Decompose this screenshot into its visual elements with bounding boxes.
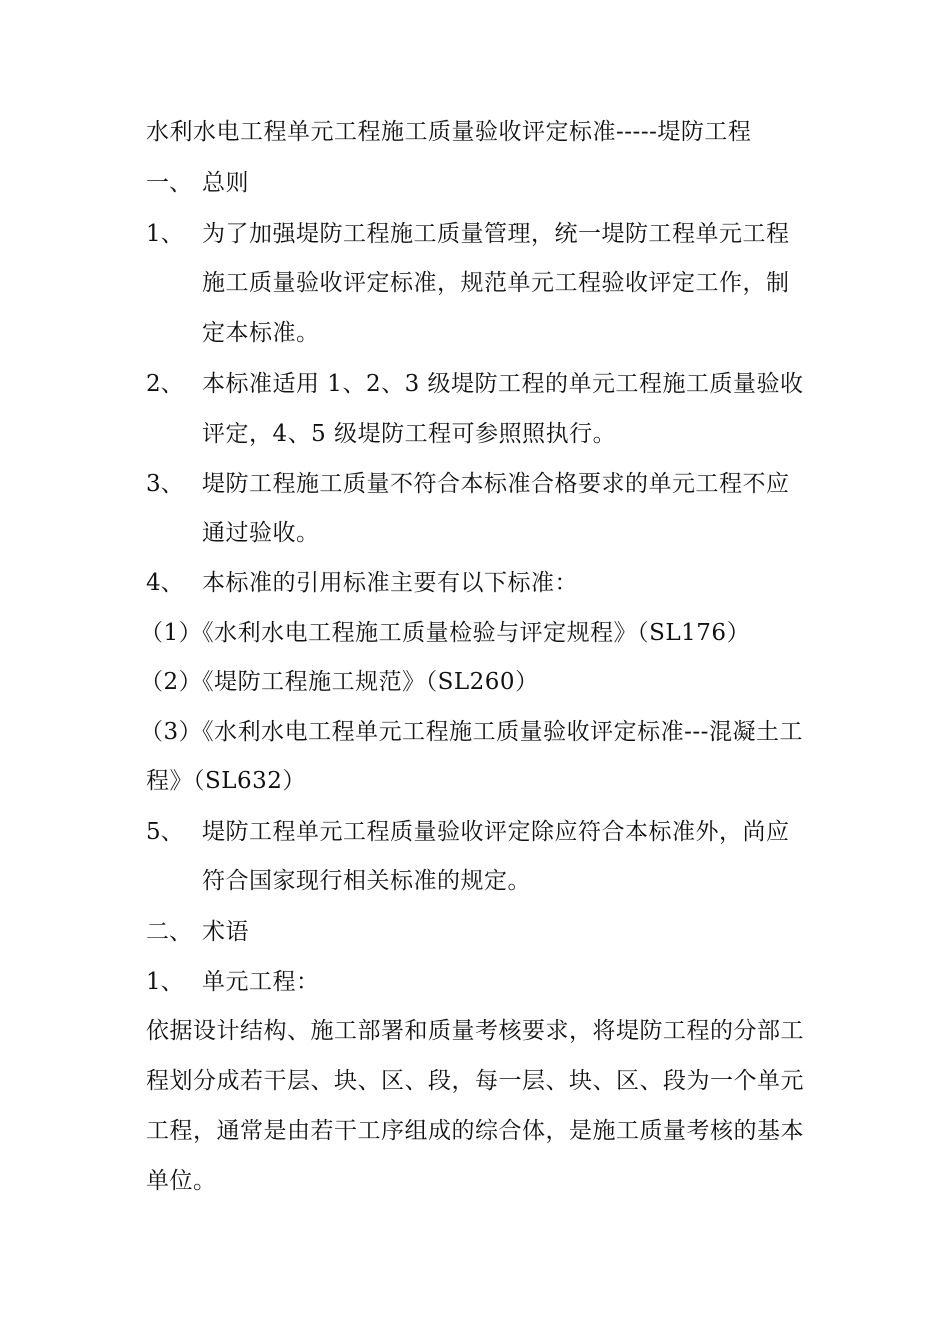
- term-1-heading: 单元工程：: [202, 969, 320, 995]
- item-3-line-2: 通过验收。: [202, 520, 320, 546]
- section-1-heading: 总则: [202, 170, 249, 196]
- term-1-paragraph-line-2: 程划分成若干层、块、区、段，每一层、块、区、段为一个单元: [146, 1068, 804, 1094]
- term-1-marker: 1、: [146, 969, 184, 995]
- item-5-line-2: 符合国家现行相关标准的规定。: [202, 868, 531, 894]
- item-1-line-2: 施工质量验收评定标准，规范单元工程验收评定工作，制: [202, 270, 790, 296]
- item-3-marker: 3、: [146, 471, 184, 497]
- section-2-marker: 二、: [146, 919, 192, 945]
- section-1-marker: 一、: [146, 170, 192, 196]
- term-1-paragraph-line-1: 依据设计结构、施工部署和质量考核要求，将堤防工程的分部工: [146, 1018, 804, 1044]
- item-2-marker: 2、: [146, 371, 184, 397]
- item-2-line-1: 本标准适用 1、2、3 级堤防工程的单元工程施工质量验收: [202, 371, 804, 397]
- item-4-marker: 4、: [146, 570, 184, 596]
- document-title: 水利水电工程单元工程施工质量验收评定标准-----堤防工程: [146, 119, 752, 145]
- reference-1: （1）《水利水电工程施工质量检验与评定规程》（SL176）: [140, 620, 751, 646]
- item-2-line-2: 评定，4、5 级堤防工程可参照照执行。: [202, 421, 617, 447]
- item-4-line-1: 本标准的引用标准主要有以下标准：: [202, 570, 578, 596]
- item-1-marker: 1、: [146, 221, 184, 247]
- item-1-line-1: 为了加强堤防工程施工质量管理，统一堤防工程单元工程: [202, 221, 790, 247]
- item-1-line-3: 定本标准。: [202, 320, 320, 346]
- reference-3: （3）《水利水电工程单元工程施工质量验收评定标准---混凝土工: [140, 719, 803, 745]
- item-3-line-1: 堤防工程施工质量不符合本标准合格要求的单元工程不应: [202, 471, 790, 497]
- term-1-paragraph-line-4: 单位。: [146, 1168, 217, 1194]
- reference-2: （2）《堤防工程施工规范》（SL260）: [140, 669, 539, 695]
- item-5-line-1: 堤防工程单元工程质量验收评定除应符合本标准外，尚应: [202, 819, 790, 845]
- item-5-marker: 5、: [146, 819, 184, 845]
- reference-3-continued: 程》（SL632）: [146, 768, 306, 794]
- term-1-paragraph-line-3: 工程，通常是由若干工序组成的综合体，是施工质量考核的基本: [146, 1118, 804, 1144]
- section-2-heading: 术语: [202, 919, 249, 945]
